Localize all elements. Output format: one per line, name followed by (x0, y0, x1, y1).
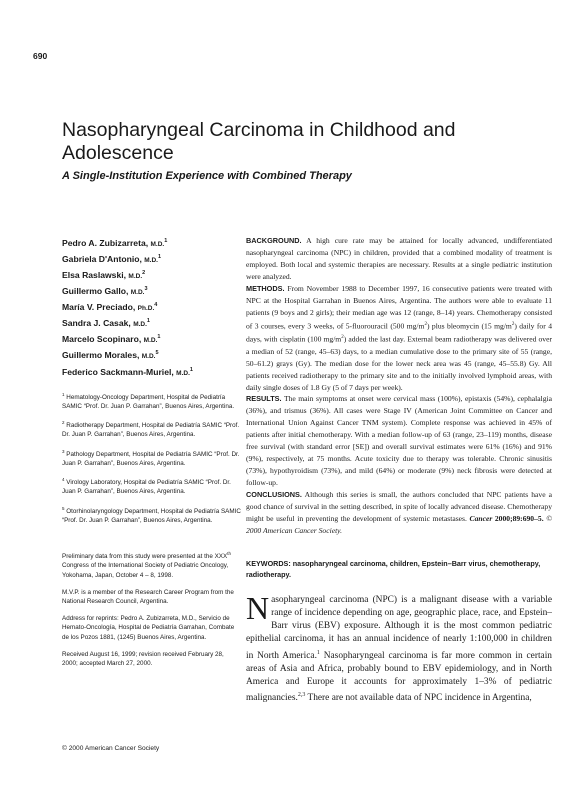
author-affil-ref: 2 (142, 270, 146, 277)
citation-journal: Cancer (469, 513, 493, 523)
author-affil-ref: 1 (157, 334, 161, 341)
abstract-results (246, 393, 552, 489)
citation-copyright: © 2000 American Cancer Society. (246, 513, 552, 535)
footnotes (62, 549, 240, 676)
author (62, 251, 242, 267)
section-head: RESULTS. (246, 394, 282, 404)
superscript: 2 (511, 321, 515, 327)
affiliation (62, 504, 242, 526)
affiliation-text: Otorhinolaryngology Department, Hospital de Pediatría SAMIC “Prof. Dr. Juan P. Garrahan”, Buenos Aires, Argentina. (62, 507, 241, 524)
author-degree: M.D. (128, 272, 143, 280)
affiliation-number: 5 (62, 505, 65, 511)
keywords: KEYWORDS: nasopharyngeal carcinoma, children, Epstein–Barr virus, chemotherapy, radiotherapy. (246, 559, 541, 579)
affiliation-text: Virology Laboratory, Hospital de Pediatría SAMIC “Prof. Dr. Juan P. Garrahan”, Buenos Aires, Argentina. (62, 479, 231, 496)
author-name: María V. Preciado, (62, 302, 136, 313)
section-text: The main symptoms at onset were cervical mass (100%), epistaxis (54%), cephalalgia (36%), and trismus (36%). All cases were Stage IV (American Joint Committee on Cancer and International Union Against Cancer TNM system). Complete response was achieved in 45% of patients after initial chemotherapy. With a median follow-up of 63 (range, 23–119) months, disease free survival (with standard error [SE]) and overall survival estimates were 61% (16%) and 91% (9%), respectively, at 75 months. Acute toxicity due to therapy was tolerable. Chronic sinusitis (73%), hypothyroidism (73%), and mild (64%) or moderate (9%) neck fibrosis were detected at follow-up. (246, 394, 552, 488)
note-text: Preliminary data from this study were presented at the XXX (62, 553, 228, 561)
abstract-methods (246, 283, 552, 394)
note-sup: th (227, 551, 231, 556)
author-name: Marcelo Scopinaro, (62, 334, 142, 345)
note-text: Congress of the International Society of Pediatric Oncology, Yokohama, Japan, October 4 – 8, 1998. (62, 562, 229, 579)
author (62, 364, 242, 380)
section-head: CONCLUSIONS. (246, 490, 302, 500)
author (62, 299, 242, 315)
author-name: Guillermo Morales, (62, 350, 140, 361)
author-degree: M.D. (150, 240, 165, 248)
author-affil-ref: 5 (155, 350, 159, 357)
citation-ref: 2000;89:690–5. (494, 513, 544, 523)
affiliation (62, 418, 242, 440)
abstract (246, 235, 552, 537)
affiliation-text: Pathology Department, Hospital de Pediatría SAMIC “Prof. Dr. Juan P. Garrahan”, Buenos Aires, Argentina. (62, 450, 240, 467)
author-name: Federico Sackmann-Muriel, (62, 366, 174, 377)
affiliation-number: 4 (62, 477, 65, 483)
affiliation (62, 390, 242, 412)
author-affil-ref: 1 (189, 366, 193, 373)
author-name: Elsa Raslawski, (62, 269, 127, 280)
affiliation-number: 2 (62, 420, 65, 426)
author-affil-ref: 1 (146, 318, 150, 325)
article-subtitle: A Single-Institution Experience with Combined Therapy (62, 170, 352, 182)
author-degree: M.D. (176, 369, 190, 377)
affiliation (62, 475, 242, 497)
author-degree: M.D. (141, 353, 156, 361)
page-number: 690 (33, 51, 48, 61)
author-name: Guillermo Gallo, (62, 286, 129, 297)
body-text (246, 590, 552, 706)
author-degree: M.D. (130, 289, 145, 297)
copyright-footer: © 2000 American Cancer Society (62, 745, 160, 752)
received-dates: Received August 16, 1999; revision received February 28, 2000; accepted March 27, 2000. (62, 650, 224, 667)
author-affil-ref: 1 (158, 254, 162, 261)
author-degree: M.D. (143, 337, 158, 345)
author-affil-ref: 4 (154, 302, 158, 309)
author (62, 235, 242, 251)
body-text-segment: There are not available data of NPC incidence in Argentina, (305, 693, 532, 704)
section-text: ) plus bleomycin (15 mg/m (426, 321, 512, 331)
section-head: BACKGROUND. (246, 236, 302, 245)
author-affil-ref: 3 (144, 286, 148, 293)
section-head: METHODS. (246, 283, 285, 293)
author-degree: Ph.D. (137, 305, 155, 313)
author-degree: M.D. (133, 321, 147, 329)
section-text: ) added the last day. External beam radiotherapy was delivered over a median of 52 (range, 45–63) days, to a median cumulative dose to the primary site of 55 (range, 50–61.2) grays (Gy). The median dose for the lower neck area was 45 (range, 45–55.8) Gy. All patients received radiotherapy to the primary site and to the initially involved lymphoid areas, with daily single doses of 1.8 Gy (5 of 7 days per week). (246, 334, 552, 392)
section-text: From November 1988 to December 1997, 16 consecutive patients were treated with NPC at the Hospital Garrahan in Buenos Aires, Argentina. The authors were able to evaluate 11 patients (9 boys and 2 girls); their median age was 12 (range, 8–14) years. Chemotherapy consisted of 3 courses, every 3 weeks, of 5-fluorouracil (500 mg/m (246, 283, 552, 331)
section-text: A high cure rate may be attained for locally advanced, undifferentiated nasopharyngeal carcinoma (NPC) in children, provided that a combined modality of treatment is employed. Both local and systemic therapies are necessary. Results at a single pediatric institution were analyzed. (246, 236, 552, 281)
affiliation-number: 3 (62, 448, 65, 454)
presentation-note (62, 549, 240, 580)
author-affil-ref: 1 (164, 238, 168, 244)
drop-cap: N (246, 590, 270, 626)
affiliation (62, 447, 242, 469)
body-text-segment: Nasopharyngeal carcinoma is far more common in certain areas of Asia and Africa, probably bound to EBV epidemiology, and in North America and Europe it accounts for approximately 1–3% of pediatric malignancies. (246, 650, 552, 704)
affiliation-list (62, 390, 242, 526)
section-text: Although this series is small, the authors concluded that NPC patients have a good chance of survival in the setting described, in spite of locally advanced disease. Chemotherapy might be useful in preventing the development of systemic metastases. (246, 490, 552, 523)
author (62, 315, 242, 331)
section-text: ) daily for 4 days, with cisplatin (100 mg/m (246, 321, 553, 344)
author (62, 267, 242, 283)
author (62, 283, 242, 299)
author-list (62, 235, 242, 380)
author-degree: M.D. (144, 256, 158, 264)
reference-sup: 2,3 (297, 692, 306, 699)
superscript: 2 (341, 335, 344, 341)
body-text-segment: asopharyngeal carcinoma (NPC) is a malignant disease with a variable range of incidence depending on age, geographic place, race, and Epstein–Barr virus (EBV) exposure. Although it is the most common pediatric epithelial carcinoma, it has an annual incidence of nearly 1:100,000 in children in North America. (246, 595, 552, 661)
author (62, 331, 242, 347)
reference-sup: 1 (316, 649, 320, 656)
abstract-background (246, 235, 552, 283)
author-name: Gabriela D'Antonio, (62, 253, 142, 264)
funding-note: M.V.P. is a member of the Research Career Program from the National Research Council, Argentina. (62, 588, 234, 605)
author (62, 347, 242, 363)
affiliation-text: Radiotherapy Department, Hospital de Pediatría SAMIC “Prof. Dr. Juan P. Garrahan”, Buenos Aires, Argentina. (62, 422, 240, 439)
affiliation-text: Hematology-Oncology Department, Hospital de Pediatría SAMIC “Prof. Dr. Juan P. Garrahan”, Buenos Aires, Argentina. (62, 393, 235, 410)
reprint-address: Address for reprints: Pedro A. Zubizarreta, M.D., Servicio de Hemato-Oncología, Hospital de Pediatría Garrahan, Combate de los Pozos 1881, (1245) Buenos Aires, Argentina. (62, 615, 235, 641)
superscript: 2 (424, 321, 427, 327)
abstract-conclusions (246, 489, 552, 537)
author-column (62, 235, 242, 532)
affiliation-number: 1 (62, 391, 65, 397)
author-name: Pedro A. Zubizarreta, (62, 237, 149, 248)
author-name: Sandra J. Casak, (62, 318, 131, 329)
article-title: Nasopharyngeal Carcinoma in Childhood and Adolescence (62, 119, 456, 164)
